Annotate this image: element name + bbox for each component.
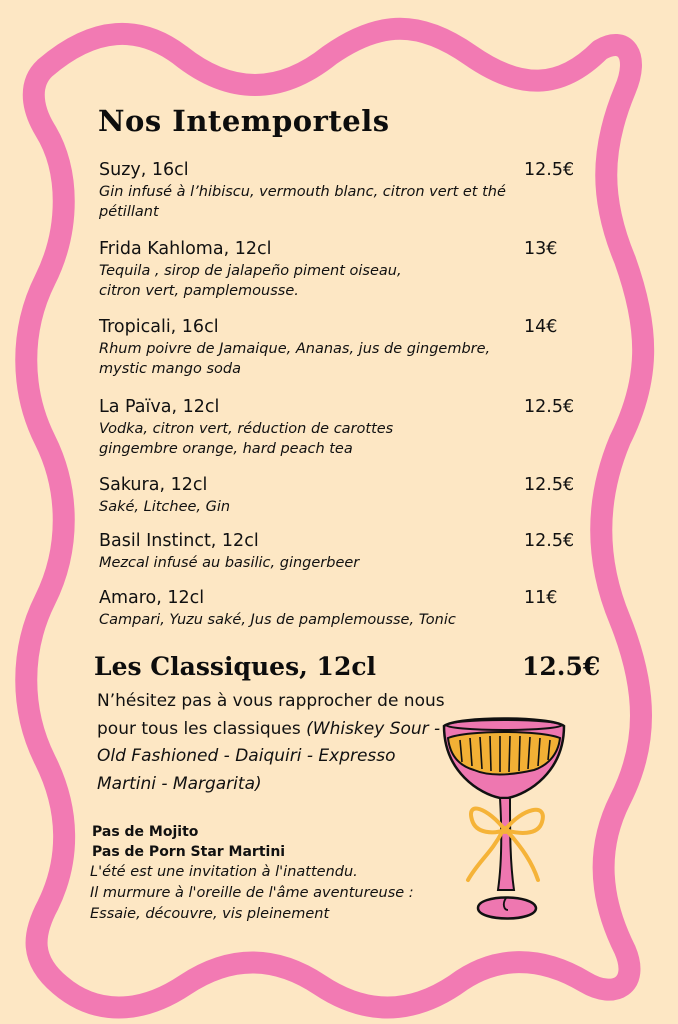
section-title-classiques: Les Classiques, 12cl (94, 652, 377, 681)
item-name: Basil Instinct, 12cl (99, 531, 259, 551)
menu-item (99, 316, 579, 379)
item-name: Suzy, 16cl (99, 160, 189, 180)
classiques-price: 12.5€ (522, 652, 601, 681)
poem-line: Essaie, découvre, vis pleinement (90, 906, 330, 922)
item-name: Amaro, 12cl (99, 588, 205, 608)
item-name: Frida Kahloma, 12cl (99, 239, 272, 259)
cocktail-glass-icon (438, 712, 570, 927)
item-name: Sakura, 12cl (99, 475, 208, 495)
item-price: 12.5€ (524, 531, 575, 551)
item-description: Gin infusé à l’hibiscu, vermouth blanc, citron vert et thé pétillant (99, 184, 506, 220)
menu-item (99, 396, 579, 459)
menu-item (99, 530, 579, 573)
classiques-list: (Whiskey Sour - Old Fashioned - Daiquiri - Expresso Martini - Margarita) (97, 718, 441, 794)
item-description: Campari, Yuzu saké, Jus de pamplemousse, Tonic (99, 612, 456, 628)
menu-item (99, 238, 579, 301)
classiques-description (97, 688, 457, 798)
item-price: 13€ (524, 239, 558, 259)
item-description: Saké, Litchee, Gin (99, 499, 231, 515)
no-mojito-note: Pas de Mojito (92, 824, 199, 840)
poem-line: Il murmure à l'oreille de l'âme aventureuse : (90, 885, 414, 901)
item-description: Vodka, citron vert, réduction de carottes gingembre orange, hard peach tea (99, 421, 394, 457)
item-description: Rhum poivre de Jamaique, Ananas, jus de gingembre, mystic mango soda (99, 341, 491, 377)
item-description: Mezcal infusé au basilic, gingerbeer (99, 555, 360, 571)
item-price: 14€ (524, 317, 558, 337)
item-description: Tequila , sirop de jalapeño piment oiseau, citron vert, pamplemousse. (99, 263, 402, 299)
item-price: 12.5€ (524, 397, 575, 417)
item-price: 12.5€ (524, 475, 575, 495)
classiques-intro: N’hésitez pas à vous rapprocher de nous pour tous les classiques (97, 691, 445, 739)
item-price: 12.5€ (524, 160, 575, 180)
menu-item (99, 474, 579, 517)
section-title-intemporels: Nos Intemportels (98, 104, 390, 138)
menu-item (99, 587, 579, 630)
no-pornstar-note: Pas de Porn Star Martini (92, 844, 286, 860)
item-name: Tropicali, 16cl (99, 317, 219, 337)
poem-line: L'été est une invitation à l'inattendu. (90, 864, 358, 880)
notes-block (92, 822, 414, 925)
item-name: La Païva, 12cl (99, 397, 220, 417)
item-price: 11€ (524, 588, 558, 608)
menu-item (99, 159, 579, 222)
